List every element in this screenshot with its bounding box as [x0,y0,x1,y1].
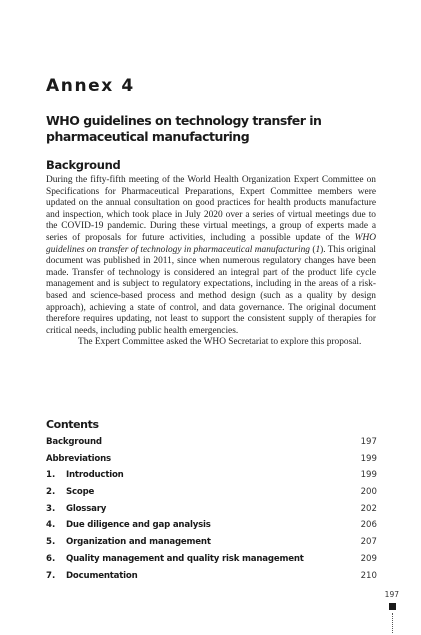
page-number: 197 [384,590,399,599]
toc-entry-page: 210 [360,570,377,581]
toc-entry-label: Abbreviations [46,453,111,464]
toc-entry-number: 2. [46,487,56,498]
paragraph-text: ). This original document was published in 2011, since when numerous regulatory changes have been made. Transfer of technology is considered an integral part of the product life cycle management and is subject to regulatory expectations, including in the areas of a risk-based and science-based process and method design (such as a quality by design approach), achieving a state of control, and data governance. The original document therefore requires updating, not least to support the consistent supply of therapies for critical needs, including public health emergencies. [46,244,377,336]
toc-entry-page: 200 [360,487,377,498]
toc-entry[interactable] [46,487,377,504]
toc-entry-page: 206 [360,520,377,531]
toc-entry-page: 197 [360,437,377,447]
toc-entry-label: Scope [66,487,95,498]
toc-entry-number: 5. [46,537,56,548]
contents-heading: Contents [46,418,99,431]
toc-entry-number: 4. [46,520,56,531]
toc-entry-number: 7. [46,570,56,581]
toc-entry[interactable] [46,554,377,571]
reference-number: 1 [315,244,321,255]
toc-entry-page: 207 [360,537,377,548]
annex-label: Annex 4 [46,76,135,96]
toc-entry[interactable] [46,520,377,537]
background-paragraph-1 [46,175,376,337]
toc-entry[interactable] [46,537,377,554]
toc-entry[interactable] [46,437,377,454]
toc-entry-number: 3. [46,503,56,514]
toc-entry-page: 199 [360,470,377,481]
toc-entry-page: 199 [360,453,377,464]
toc-entry-label: Due diligence and gap analysis [66,520,211,531]
toc-entry-page: 209 [360,553,377,564]
toc-entry-number: 1. [46,470,56,481]
table-of-contents [46,437,377,587]
page-edge-dotted-line [392,613,394,633]
toc-entry[interactable] [46,571,377,588]
toc-entry-label: Background [46,437,102,447]
paragraph-text: ( [309,244,316,255]
background-heading: Background [46,158,121,172]
toc-entry[interactable] [46,454,377,471]
toc-entry-label: Organization and management [66,537,211,548]
background-paragraph-2: The Expert Committee asked the WHO Secretariat to explore this proposal. [78,337,362,348]
document-title: WHO guidelines on technology transfer in pharmaceutical manufacturing [46,113,322,144]
toc-entry-label: Glossary [66,503,107,514]
toc-entry[interactable] [46,470,377,487]
toc-entry-number: 6. [46,553,56,564]
toc-entry[interactable] [46,504,377,521]
cited-title: WHO guidelines on transfer of technology in pharmaceutical manufacturing [46,232,376,255]
background-text [46,175,376,349]
toc-entry-label: Quality management and quality risk management [66,553,304,564]
paragraph-text: During the fifty-fifth meeting of the World Health Organization Expert Committee on Specifications for Pharmaceutical Preparations, Expert Committee members were updated on the annual consultation on good practices for health products manufacture and inspection, which took place in July 2020 over a series of virtual meetings due to the COVID-19 pandemic. During these virtual meetings, a group of experts made a series of proposals for future activities, including a possible update of the [46,175,376,243]
toc-entry-label: Documentation [66,570,138,581]
toc-entry-page: 202 [360,503,377,514]
toc-entry-label: Introduction [66,470,124,481]
page-marker-square [389,603,396,610]
